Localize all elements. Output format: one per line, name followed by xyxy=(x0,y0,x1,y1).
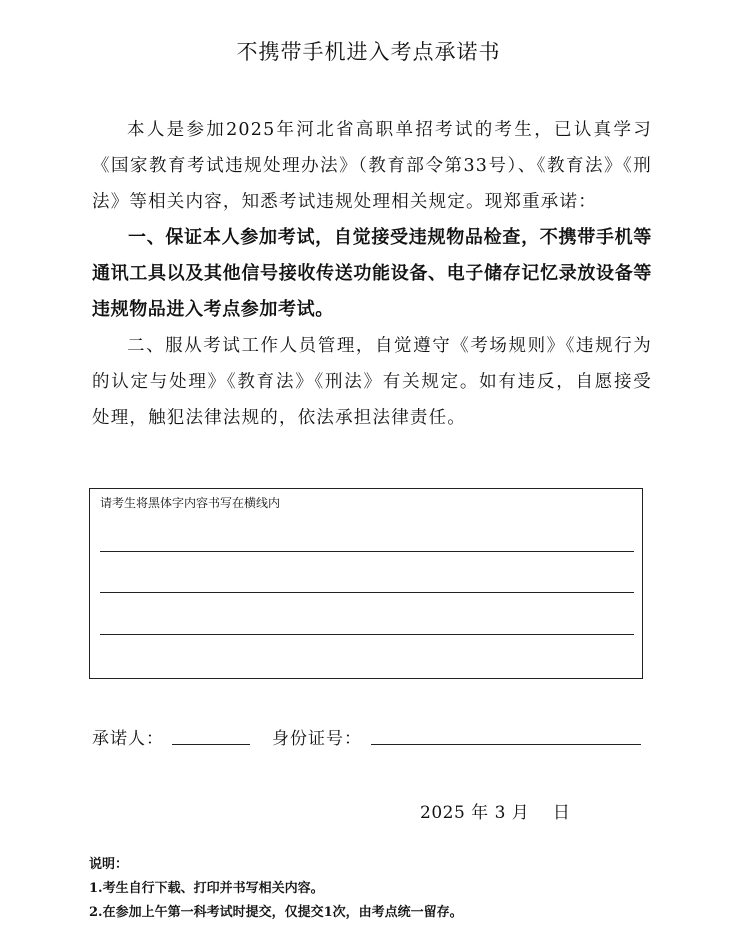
id-number-blank[interactable] xyxy=(371,744,641,745)
handwriting-line[interactable] xyxy=(100,634,634,635)
date-line: 2025 年 3 月 日 xyxy=(420,803,571,823)
promisor-name-blank[interactable] xyxy=(172,744,250,745)
document-title: 不携带手机进入考点承诺书 xyxy=(236,40,501,64)
pledge-item-2: 二、服从考试工作人员管理，自觉遵守《考场规则》《违规行为的认定与处理》《教育法》《刑法》有关规定。如有违反，自愿接受处理，触犯法律法规的，依法承担法律责任。 xyxy=(92,336,652,428)
note-item: 1.考生自行下载、打印并书写相关内容。 xyxy=(89,881,324,896)
promisor-label: 承诺人： xyxy=(92,729,164,749)
id-number-label: 身份证号： xyxy=(272,729,362,749)
notes-heading: 说明： xyxy=(89,857,129,872)
note-item: 2.在参加上午第一科考试时提交，仅提交1次，由考点统一留存。 xyxy=(89,905,463,920)
handwriting-line[interactable] xyxy=(100,592,634,593)
handwriting-line[interactable] xyxy=(100,551,634,552)
commitment-body xyxy=(92,112,652,436)
handwriting-box-label: 请考生将黑体字内容书写在横线内 xyxy=(100,496,281,510)
signature-row xyxy=(92,724,652,752)
notes-section xyxy=(89,853,463,925)
pledge-item-1: 一、保证本人参加考试，自觉接受违规物品检查，不携带手机等通讯工具以及其他信号接收传送功能设备、电子储存记忆录放设备等违规物品进入考点参加考试。 xyxy=(92,227,652,320)
intro-paragraph: 本人是参加2025年河北省高职单招考试的考生，已认真学习《国家教育考试违规处理办法》（教育部令第33号）、《教育法》《刑法》等相关内容，知悉考试违规处理相关规定。现郑重承诺： xyxy=(92,120,652,212)
handwriting-box xyxy=(89,488,643,679)
